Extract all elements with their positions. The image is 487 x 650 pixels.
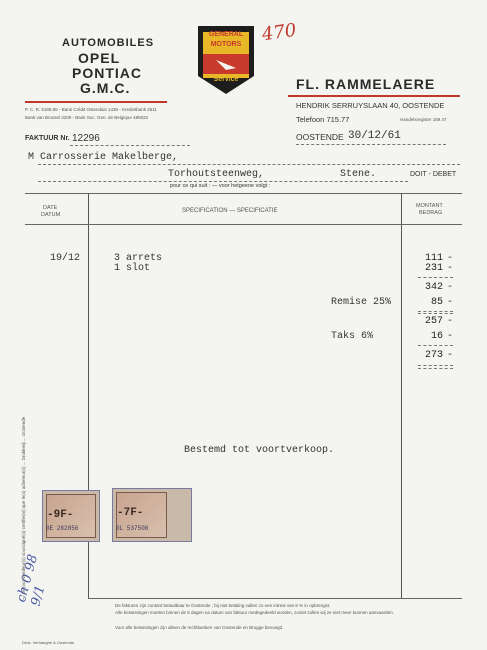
dash-mark: - [447, 350, 454, 361]
item-2: 1 slot [114, 263, 151, 274]
bank-line-1: P. C. R. 5186.85 - Bank Crédit Ostendais 1436 - Kredietbank 2611 [25, 107, 157, 112]
amount-342: 342 [424, 282, 443, 293]
company-address: HENDRIK SERRUYSLAAN 40, OOSTENDE [296, 101, 445, 110]
amount-85: 85 [430, 297, 443, 308]
table-top-rule [25, 193, 462, 194]
side-legal-text: — Le (ou) vendeur(s) soussigné(s) certifie(nt) que le(s) acheteur(s) ... Drukkerij ... Oostende [21, 416, 26, 600]
date-line [296, 144, 446, 145]
invoice-label: FAKTUUR Nr. [25, 135, 70, 142]
logo-service: Service [213, 76, 239, 83]
invoice-number-line [70, 145, 190, 146]
subtotal-rule [418, 313, 453, 314]
dash-mark: - [447, 331, 454, 342]
invoice-date: 30/12/61 [348, 130, 401, 142]
footer-line-2: Alle betwistingen moeten binnen de 5 dagen na datum van faktuur medegedeeld worden, zoniet zullen wij ze niet meer kunnen aanvaarden. [115, 610, 394, 615]
tax-stamp [42, 490, 100, 542]
dash-mark: - [447, 297, 454, 308]
header-rule-right [288, 95, 460, 97]
logo-general: GENERAL [208, 31, 244, 38]
col-date-label: DATE [43, 205, 58, 211]
col-spec-label: SPECIFICATION — SPECIFICATIE [182, 208, 278, 214]
line-date: 19/12 [50, 253, 81, 264]
table-bottom-rule [88, 598, 462, 599]
amount-16: 16 [430, 331, 443, 342]
printer-credit: Druk. Verhaeghe & Oostende [22, 640, 75, 645]
subtotal-rule [418, 345, 453, 346]
dash-mark: - [447, 282, 454, 293]
brand-automobiles: AUTOMOBILES [62, 37, 155, 49]
remise-label: Remise 25% [331, 297, 392, 308]
brand-gmc: G.M.C. [80, 80, 131, 96]
handwritten-amount: 470 [260, 19, 298, 46]
stamp-value: -9F- [47, 509, 74, 521]
footer-line-3: Voor alle betwistingen zijn alleen de rechtbanken van Oostende en Brugge bevoegd. [115, 625, 284, 630]
dash-mark: - [447, 316, 454, 327]
amount-111: 111 [424, 253, 443, 264]
col-datum-label: DATUM [41, 212, 61, 218]
company-phone: Telefoon 715.77 [296, 115, 350, 124]
customer-street: Torhoutsteenweg, [168, 169, 265, 180]
company-name: FL. RAMMELAERE [296, 76, 436, 92]
pour-line: pour ce qui suit : — voor hetgeene volgt : [170, 183, 271, 189]
subtotal-rule [418, 277, 453, 278]
subtotal-rule [418, 311, 453, 312]
dash-mark: - [447, 263, 454, 274]
customer-street-line [38, 181, 408, 182]
amount-col-divider [401, 193, 402, 598]
amount-231: 231 [424, 263, 443, 274]
customer-prefix: M [28, 152, 35, 163]
resale-note: Bestemd tot voortverkoop. [184, 445, 335, 456]
amount-257: 257 [424, 316, 443, 327]
dash-mark: - [447, 253, 454, 264]
item-1: 3 arrets [114, 253, 163, 264]
brand-pontiac: PONTIAC [72, 65, 142, 81]
stamp-serial: 0E 282856 [46, 525, 79, 532]
invoice-number: 12296 [72, 133, 100, 144]
logo-motors: MOTORS [210, 41, 242, 48]
footer-line-1: De fakturen zijn contant betaalbaar te Oostende ; bij niet betaling vallen zo een intrest van 6 % in opbrengst. [115, 603, 331, 608]
header-rule-left [25, 101, 167, 103]
handwritten-margin-note: ch 0 98 9/1 [14, 552, 49, 608]
col-montant-label: MONTANT [416, 203, 443, 209]
stamp-value: -7F- [117, 507, 144, 519]
doit-debet: DOIT - DEBET [410, 171, 457, 178]
bank-line-2: Bank van Brussel 3209 - Bank Soc. Gen. de Belgique 485022 [25, 115, 149, 120]
trade-register: Handelsregister 169.47 [400, 117, 447, 122]
amount-273: 273 [424, 350, 443, 361]
total-rule [418, 365, 453, 366]
col-bedrag-label: BEDRAG [419, 210, 443, 216]
total-rule [418, 368, 453, 369]
table-header-rule [25, 224, 462, 225]
tax-stamp [112, 488, 192, 542]
invoice-place: OOSTENDE [296, 132, 344, 142]
taks-label: Taks 6% [331, 331, 374, 342]
customer-city: Stene. [340, 169, 377, 180]
customer-name-line [38, 164, 460, 165]
customer-name: Carrosserie Makelberge, [40, 152, 179, 163]
brand-opel: OPEL [78, 50, 121, 66]
stamp-serial: 0L 537508 [116, 525, 149, 532]
